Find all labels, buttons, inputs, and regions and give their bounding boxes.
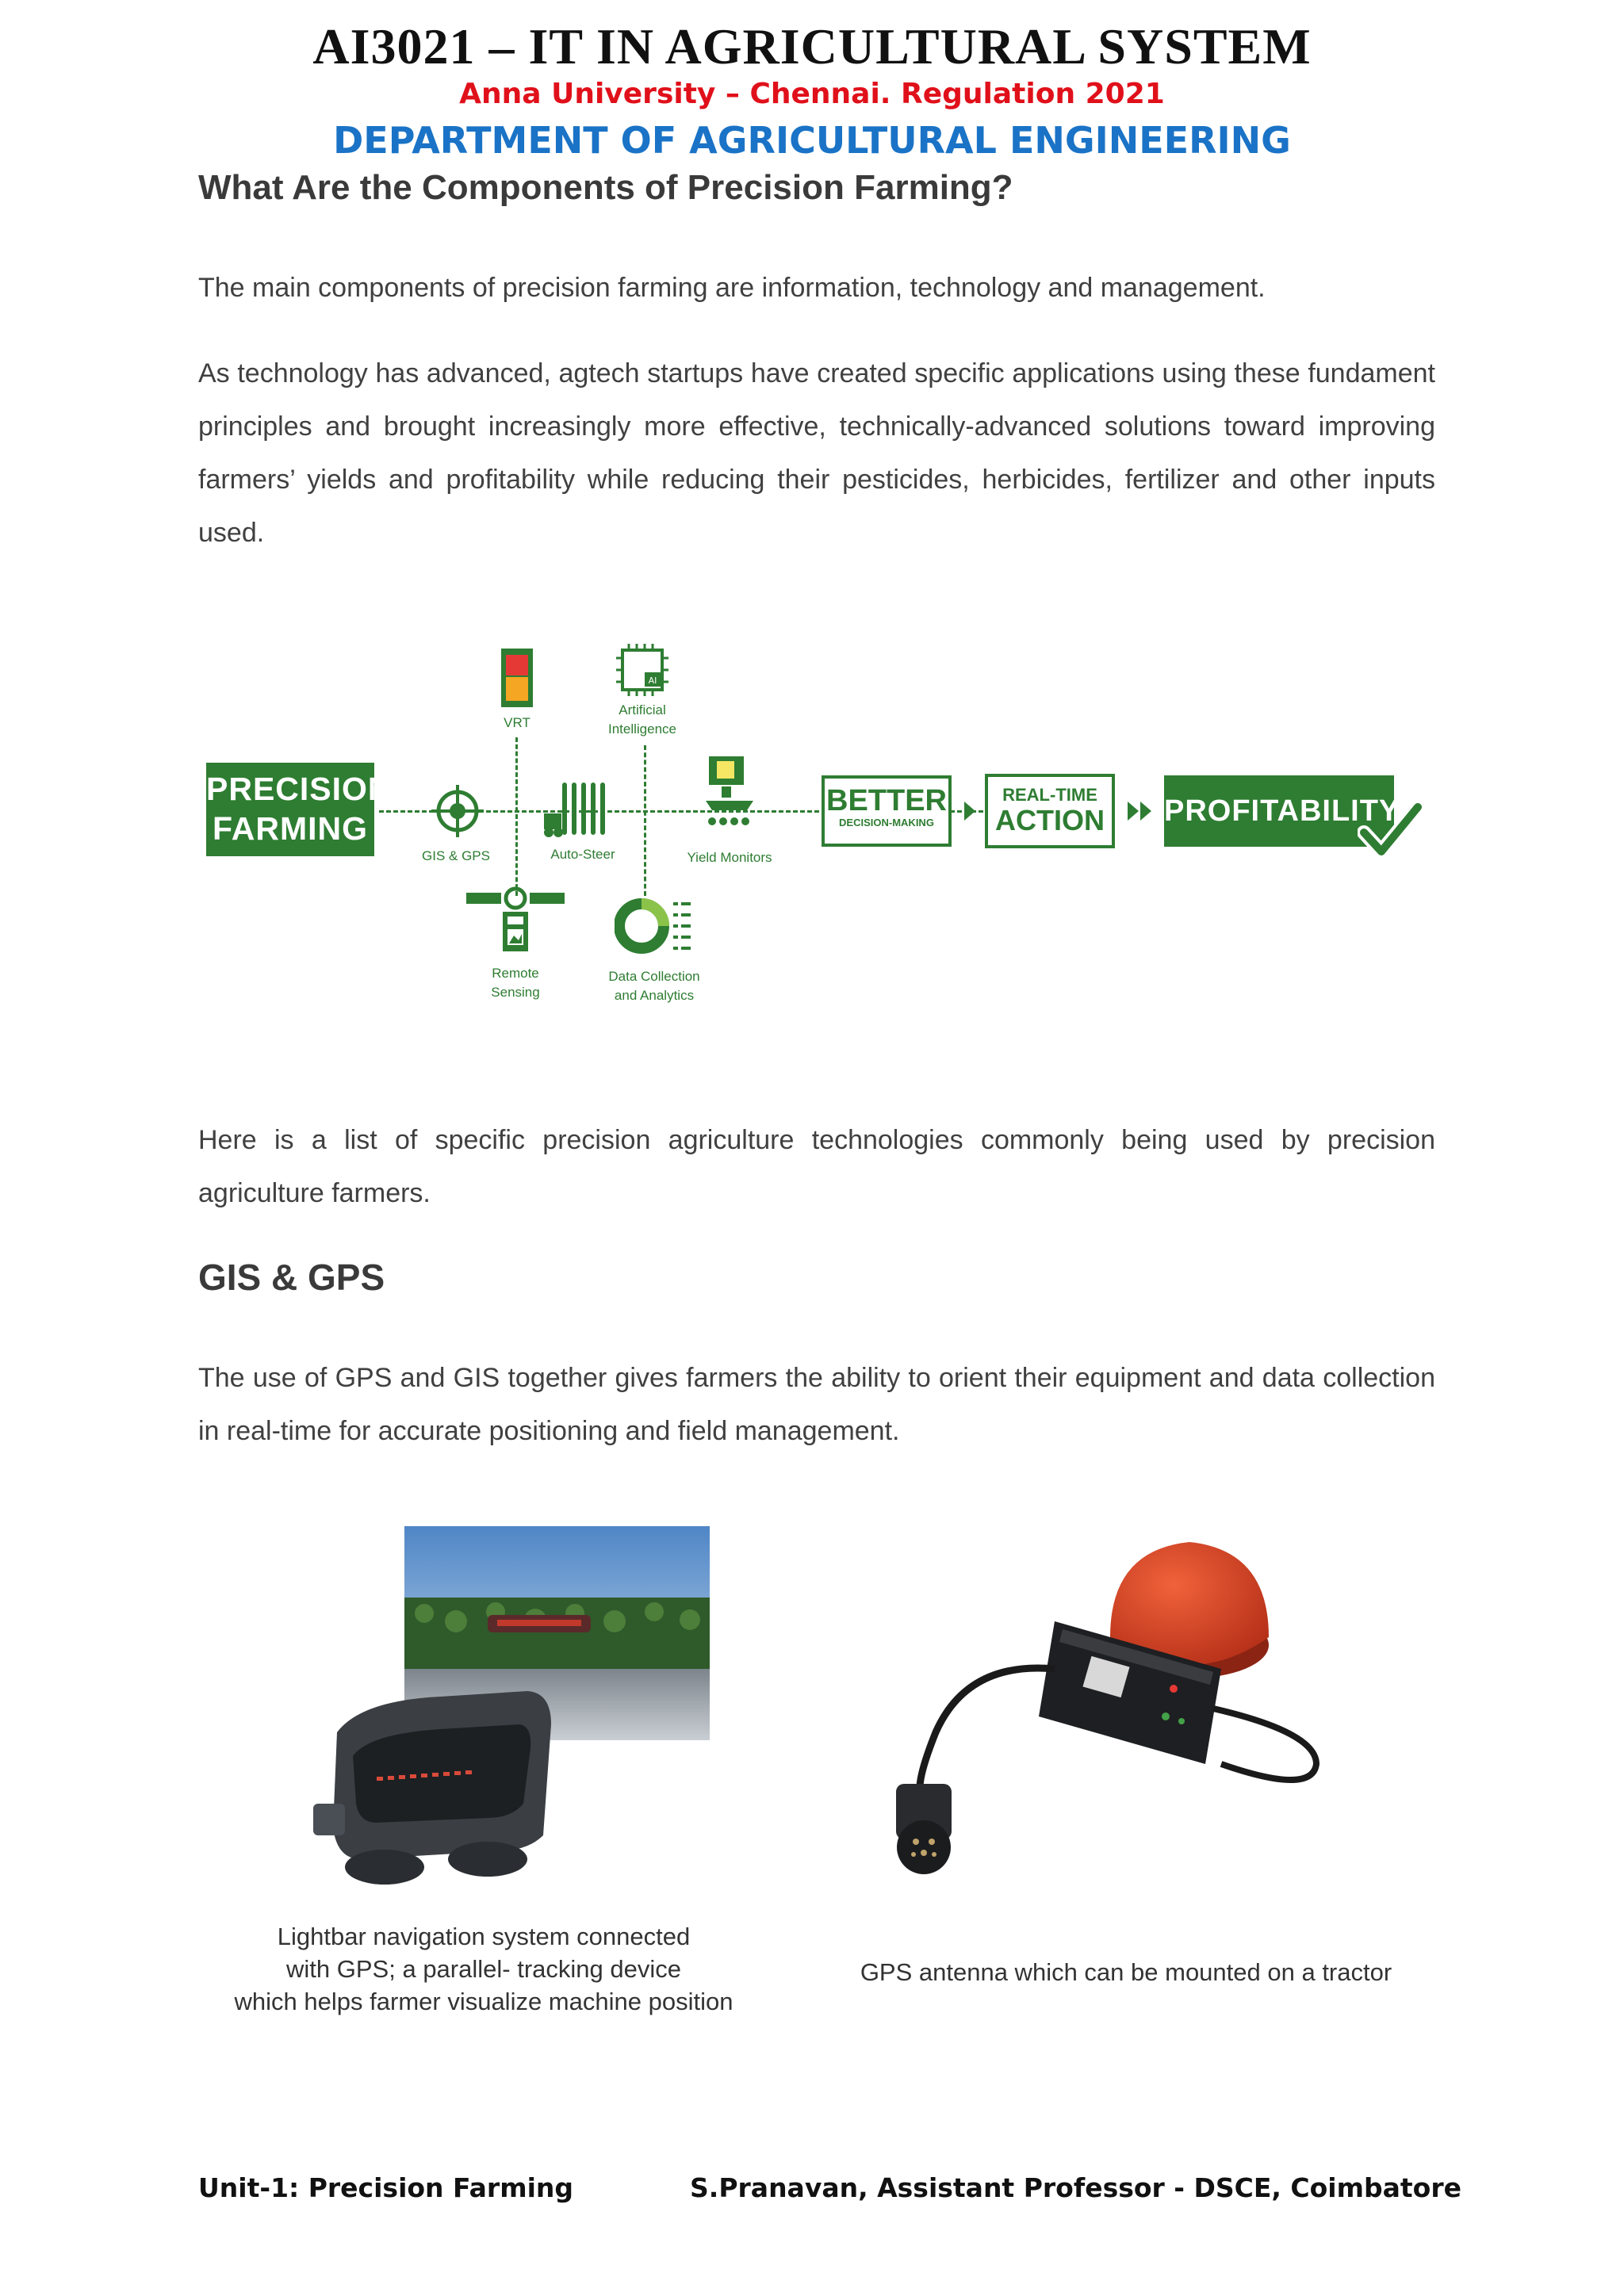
decision-making-label: DECISION-MAKING [839,817,934,828]
lightbar-caption-line1: Lightbar navigation system connected [277,1923,691,1950]
double-arrow-icon [1128,802,1139,821]
data-collection-line1: Data Collection [608,969,700,984]
data-collection-line2: and Analytics [614,988,695,1003]
precision-farming-box [206,763,393,856]
paragraph-agtech: As technology has advanced, agtech startups have created specific applications using these fundament principles and brought increasingly more effective, technically-advanced solutions toward improving farmers’ yields and profitability while reducing their pesticides, herbicides, fertilizer and other inputs used. [198,358,1435,548]
vertical-dashed-line [515,737,518,896]
department-title: DEPARTMENT OF AGRICULTURAL ENGINEERING [333,119,1291,162]
paragraph-components: The main components of precision farming are information, technology and management. [198,273,1266,303]
ai-label [595,701,690,739]
farming-label: FARMING [212,810,369,847]
better-label: BETTER [826,784,947,817]
gis-gps-heading: GIS & GPS [198,1257,385,1298]
ai-label-line1: Artificial [619,702,666,718]
ai-label-line2: Intelligence [607,721,676,737]
paragraph-gis-gps: The use of GPS and GIS together gives farmers the ability to orient their equipment and data collection in real-time for accurate positioning and field management. [198,1363,1435,1446]
gis-gps-label: GIS & GPS [422,848,490,863]
ai-chip-text: AI [648,675,657,686]
remote-sensing-line2: Sensing [491,985,540,1000]
remote-sensing-line1: Remote [492,966,539,981]
section-heading: What Are the Components of Precision Farming? [198,168,1013,207]
lightbar-caption [214,1920,753,2018]
action-label: ACTION [995,804,1105,836]
real-time-label: REAL-TIME [1002,785,1097,805]
better-decision-box [822,775,952,847]
footer-author: S.Pranavan, Assistant Professor - DSCE, Coimbatore [690,2172,1461,2203]
checkmark-icon [1358,801,1424,864]
auto-steer-icon [541,777,620,840]
gps-target-icon [430,783,485,839]
precision-label: PRECISION [206,771,393,807]
profitability-box: PROFITABILITY [1164,775,1394,847]
vrt-label: VRT [504,715,530,730]
satellite-icon [466,885,565,956]
yield-monitors-label: Yield Monitors [687,850,772,865]
data-collection-label [595,967,714,1005]
remote-sensing-label [476,964,555,1002]
lightbar-caption-line2: with GPS; a parallel- tracking device [286,1955,681,1983]
flow-arrow-icon [964,802,975,821]
auto-steer-label: Auto-Steer [550,847,615,862]
data-analytics-icon [615,894,694,966]
document-subtitle: Anna University – Chennai. Regulation 2021 [459,78,1165,110]
footer-unit: Unit-1: Precision Farming [198,2172,574,2203]
gps-antenna-caption: GPS antenna which can be mounted on a tractor [860,1958,1392,1986]
precision-farming-infographic [198,626,1435,1023]
yield-monitor-icon [698,755,761,834]
double-arrow-icon [1140,802,1151,821]
document-title: AI3021 – IT IN AGRICULTURAL SYSTEM [312,18,1312,75]
vertical-dashed-line [644,745,646,896]
lightbar-caption-line3: which helps farmer visualize machine position [234,1988,733,2015]
real-time-action-box [985,774,1115,848]
gps-antenna-photo [872,1526,1388,1907]
paragraph-technologies: Here is a list of specific precision agriculture technologies commonly being used by precision agriculture farmers. [198,1125,1435,1208]
ai-chip-icon [615,642,670,698]
vrt-traffic-light-icon [501,649,533,707]
lightbar-photo [289,1526,718,1907]
